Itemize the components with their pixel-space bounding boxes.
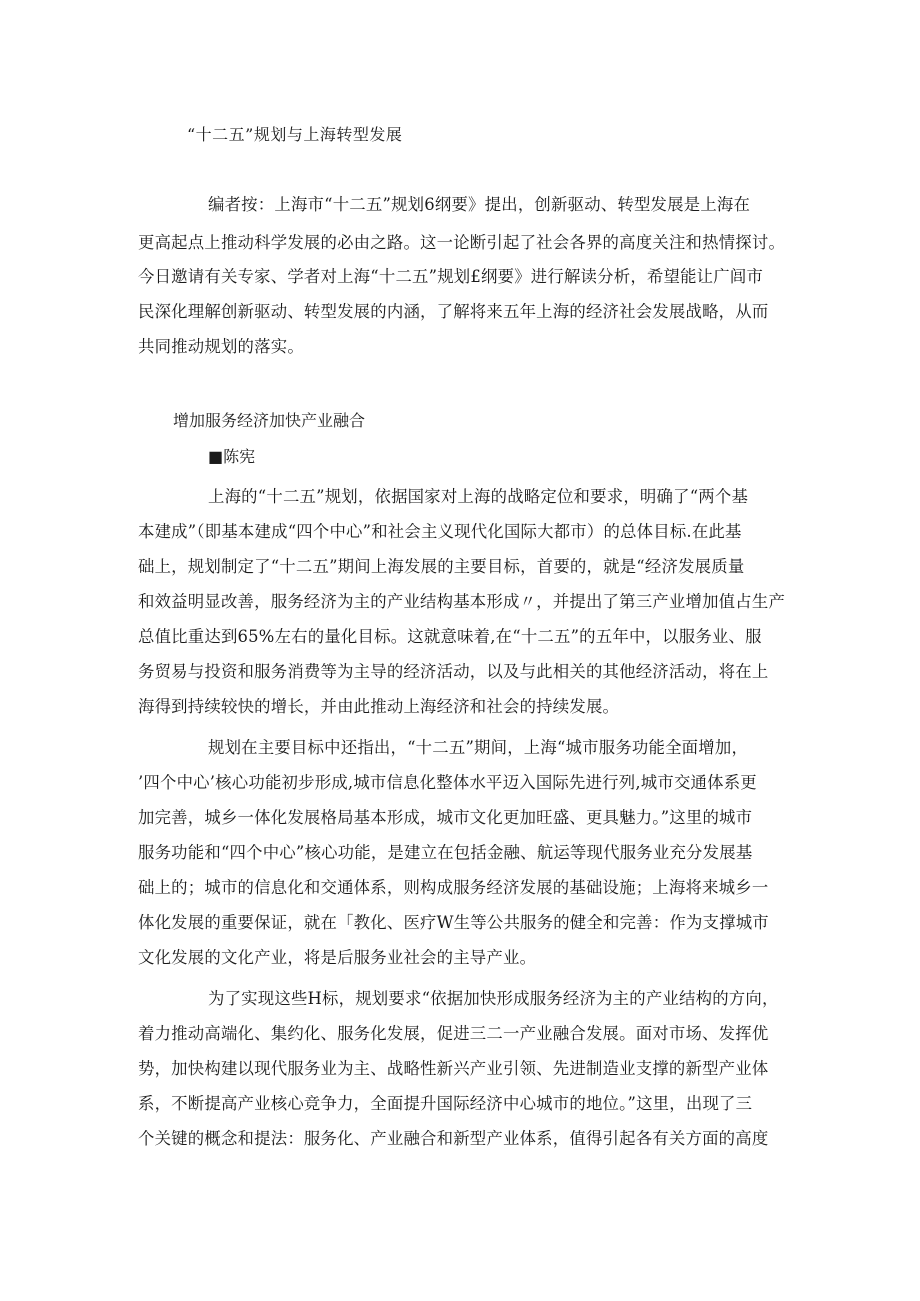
paragraph-line: 服务功能和“四个中心”核心功能，是建立在包括金融、航运等现代服务业充分发展基: [138, 843, 753, 862]
paragraph-line: ’四个中心’核心功能初步形成,城市信息化整体水平迈入国际先进行列,城市交通体系更: [138, 773, 757, 792]
paragraph-line: 体化发展的重要保证，就在「教化、医疗W生等公共服务的健全和完善：作为支撑城市: [138, 913, 769, 932]
editor-note-line: 民深化理解创新驱动、转型发展的内涵，了解将来五年上海的经济社会发展战略，从而: [138, 302, 769, 321]
paragraph-line: 文化发展的文化产业，将是后服务业社会的主导产业。: [138, 948, 537, 967]
paragraph-line: 为了实现这些H标，规划要求“依据加快形成服务经济为主的产业结构的方向，: [208, 989, 779, 1008]
paragraph-line: 和效益明显改善，服务经济为主的产业结构基本形成〃，并提出了第三产业增加值占生产: [138, 592, 786, 611]
paragraph-line: 海得到持续较快的增长，并由此推动上海经济和社会的持续发展。: [138, 697, 620, 716]
paragraph-line: 个关键的概念和提法：服务化、产业融合和新型产业体系，值得引起各有关方面的高度: [138, 1129, 769, 1148]
author-name: ■陈宪: [208, 447, 256, 466]
paragraph-line: 本建成”（即基本建成“四个中心”和社会主义现代化国际大都市）的总体目标.在此基: [138, 522, 742, 541]
paragraph-line: 势，加快构建以现代服务业为主、战略性新兴产业引领、先进制造业支撑的新型产业体: [138, 1059, 769, 1078]
section-title: 增加服务经济加快产业融合: [173, 411, 366, 430]
editor-note-line: 共同推动规划的落实。: [138, 337, 304, 356]
paragraph-line: 务贸易与投资和服务消费等为主导的经济活动，以及与此相关的其他经济活动，将在上: [138, 662, 769, 681]
paragraph-line: 础上的；城市的信息化和交通体系，则构成服务经济发展的基础设施；上海将来城乡一: [138, 878, 769, 897]
paragraph-line: 总值比重达到65%左右的量化目标。这就意味着,在“十二五”的五年中，以服务业、服: [138, 627, 762, 646]
editor-note-line: 更高起点上推动科学发展的必由之路。这一论断引起了社会各界的高度关注和热情探讨。: [138, 233, 786, 252]
paragraph-line: 系，不断提高产业核心竞争力，全面提升国际经济中心城市的地位。”这里，出现了三: [138, 1094, 753, 1113]
editor-note-line: 编者按：上海市“十二五”规划6纲要》提出，创新驱动、转型发展是上海在: [208, 195, 751, 214]
paragraph-line: 加完善，城乡一体化发展格局基本形成，城市文化更加旺盛、更具魅力。”这里的城市: [138, 808, 753, 827]
page-title: “十二五”规划与上海转型发展: [187, 125, 403, 144]
paragraph-line: 着力推动高端化、集约化、服务化发展，促进三二一产业融合发展。面对市场、发挥优: [138, 1024, 769, 1043]
editor-note-line: 今日邀请有关专家、学者对上海“十二五”规划£纲要》进行解读分析，希望能让广闾市: [138, 267, 764, 286]
paragraph-line: 规划在主要目标中还指出，“十二五”期间，上海“城市服务功能全面增加，: [208, 738, 749, 757]
paragraph-line: 础上，规划制定了“十二五”期间上海发展的主要目标，首要的，就是“经济发展质量: [138, 557, 745, 576]
paragraph-line: 上海的“十二五”规划，依据国家对上海的战略定位和要求，明确了“两个基: [208, 487, 749, 506]
